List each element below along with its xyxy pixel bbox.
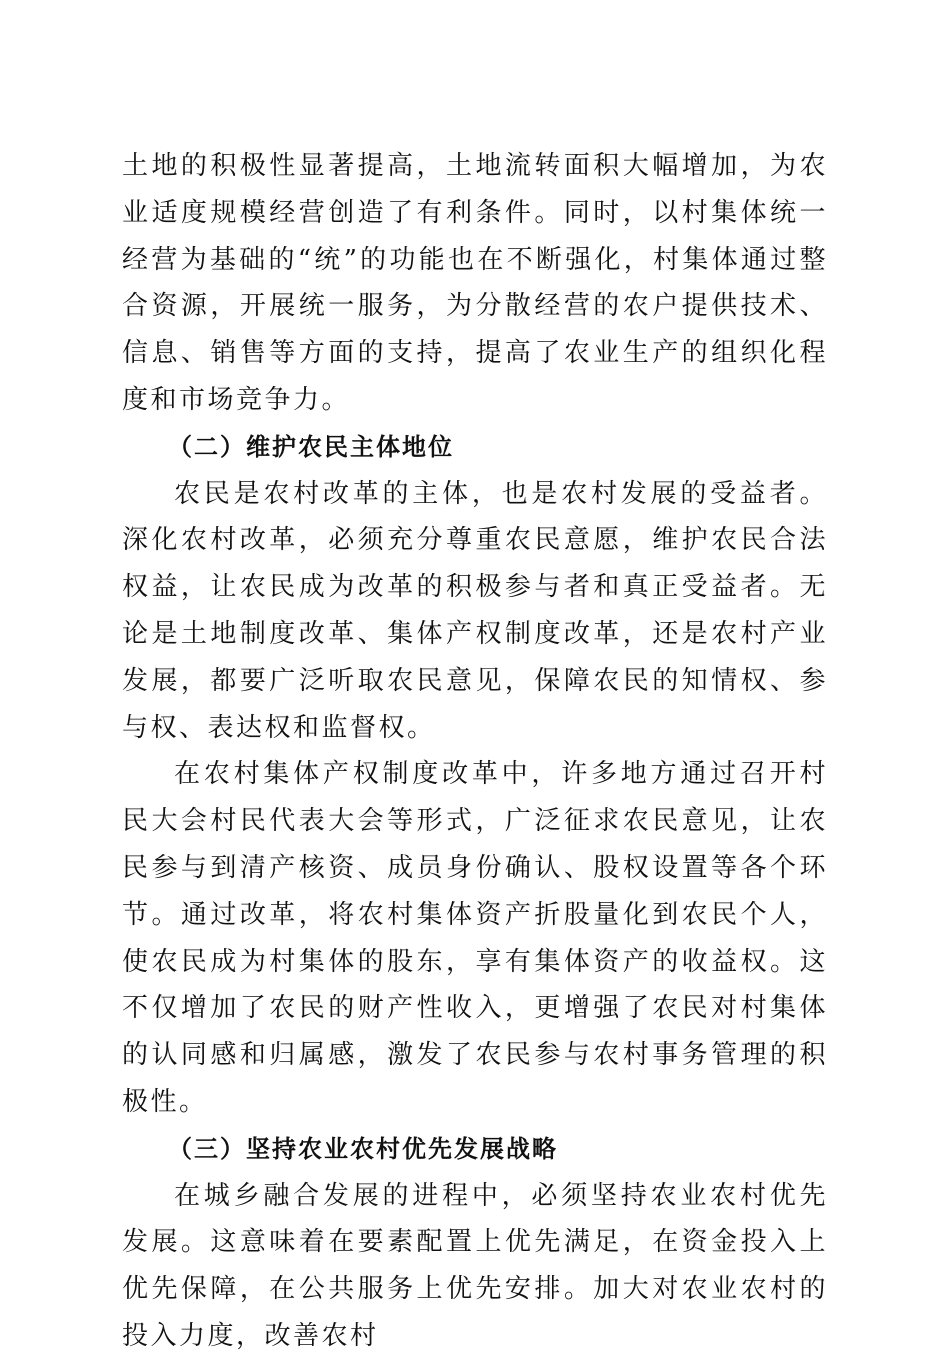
paragraph-farmer-subject: 农民是农村改革的主体，也是农村发展的受益者。深化农村改革，必须充分尊重农民意愿，维护农民合法权益，让农民成为改革的积极参与者和真正受益者。无论是土地制度改革、集体产权制度改革，还是农村产业发展，都要广泛听取农民意见，保障农民的知情权、参与权、表达权和监督权。 (122, 478, 828, 743)
paragraph-land-transfer: 土地的积极性显著提高，土地流转面积大幅增加，为农业适度规模经营创造了有利条件。同时，以村集体统一经营为基础的“统”的功能也在不断强化，村集体通过整合资源，开展统一服务，为分散经营的农户提供技术、信息、销售等方面的支持，提高了农业生产的组织化程度和市场竞争力。 (122, 151, 828, 415)
section-heading-priority-development: （三）坚持农业农村优先发展战略 (168, 1134, 558, 1163)
paragraph-priority-development: 在城乡融合发展的进程中，必须坚持农业农村优先发展。这意味着在要素配置上优先满足，在资金投入上优先保障，在公共服务上优先安排。加大对农业农村的投入力度，改善农村 (122, 1180, 828, 1351)
section-heading-farmer-subject: （二）维护农民主体地位 (168, 432, 454, 461)
document-body (122, 143, 828, 1360)
paragraph-property-reform: 在农村集体产权制度改革中，许多地方通过召开村民大会村民代表大会等形式，广泛征求农民意见，让农民参与到清产核资、成员身份确认、股权设置等各个环节。通过改革，将农村集体资产折股量化到农民个人，使农民成为村集体的股东，享有集体资产的收益权。这不仅增加了农民的财产性收入，更增强了农民对村集体的认同感和归属感，激发了农民参与农村事务管理的积极性。 (122, 759, 828, 1117)
